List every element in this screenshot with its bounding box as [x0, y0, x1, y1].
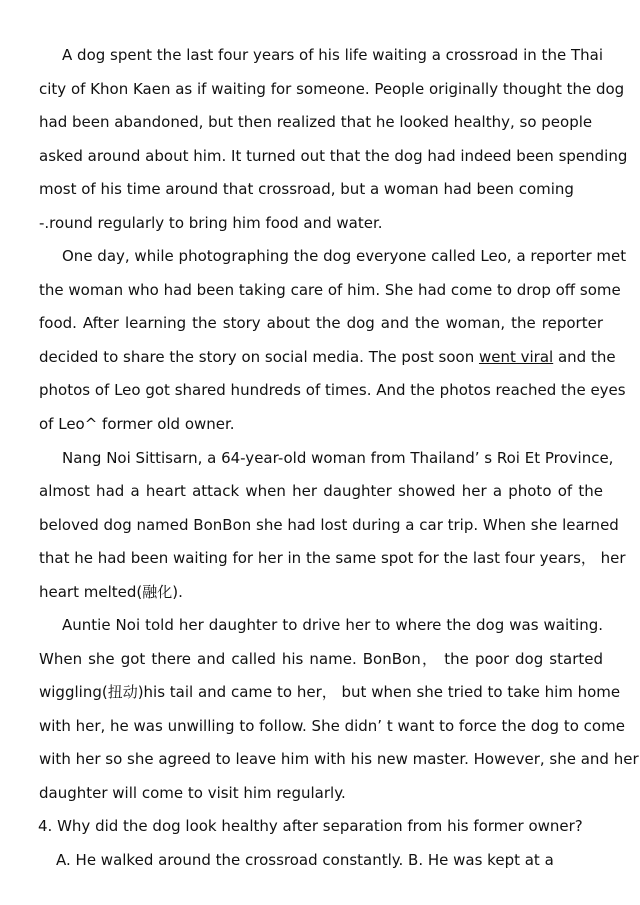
question-stem: 4. Why did the dog look healthy after separation from his former owner?	[38, 817, 583, 835]
p1-line-1: A dog spent the last four years of his life waiting a crossroad in the Thai	[62, 46, 603, 64]
p4-line-2: When she got there and called his name. BonBon， the poor dog started	[39, 650, 603, 668]
p1-line-5: most of his time around that crossroad, but a woman had been coming	[39, 180, 574, 198]
p1-line-3: had been abandoned, but then realized that he looked healthy, so people	[39, 113, 593, 131]
p2-line-1: One day, while photographing the dog everyone called Leo, a reporter met	[62, 247, 627, 265]
p3-line-3: beloved dog named BonBon she had lost during a car trip. When she learned	[39, 516, 619, 534]
p2-line-3: food. After learning the story about the dog and the woman, the reporter	[39, 314, 603, 332]
p4-line-4: with her, he was unwilling to follow. She didn’ t want to force the dog to come	[39, 717, 625, 735]
underlined-phrase: went viral	[478, 348, 554, 366]
p3-line-5: heart melted(融化).	[39, 583, 183, 601]
p4-line-6: daughter will come to visit him regularly.	[39, 784, 346, 802]
p1-line-4: asked around about him. It turned out that the dog had indeed been spending	[39, 147, 628, 165]
p1-line-2: city of Khon Kaen as if waiting for someone. People originally thought the dog	[39, 80, 625, 98]
p2-line-5: photos of Leo got shared hundreds of times. And the photos reached the eyes	[39, 381, 626, 399]
p2-line-4	[39, 346, 616, 368]
p2-line-6: of Leo^ former old owner.	[39, 415, 235, 433]
p2-line-4-before: decided to share the story on social media. The post soon	[39, 348, 479, 366]
p3-line-2: almost had a heart attack when her daughter showed her a photo of the	[39, 482, 603, 500]
p3-line-1: Nang Noi Sittisarn, a 64-year-old woman from Thailand’ s Roi Et Province,	[62, 449, 614, 467]
p4-line-1: Auntie Noi told her daughter to drive her to where the dog was waiting.	[62, 616, 603, 634]
p2-line-4-after: and the	[553, 348, 616, 366]
p1-line-6: -.round regularly to bring him food and water.	[39, 214, 383, 232]
p4-line-3: wiggling(扭动)his tail and came to her， but when she tried to take him home	[39, 683, 621, 701]
p4-line-5: with her so she agreed to leave him with his new master. However, she and her	[39, 750, 639, 768]
p2-line-2: the woman who had been taking care of him. She had come to drop off some	[39, 281, 621, 299]
p3-line-4: that he had been waiting for her in the same spot for the last four years， her	[39, 549, 626, 567]
question-options: A. He walked around the crossroad constantly. B. He was kept at a	[56, 851, 554, 869]
